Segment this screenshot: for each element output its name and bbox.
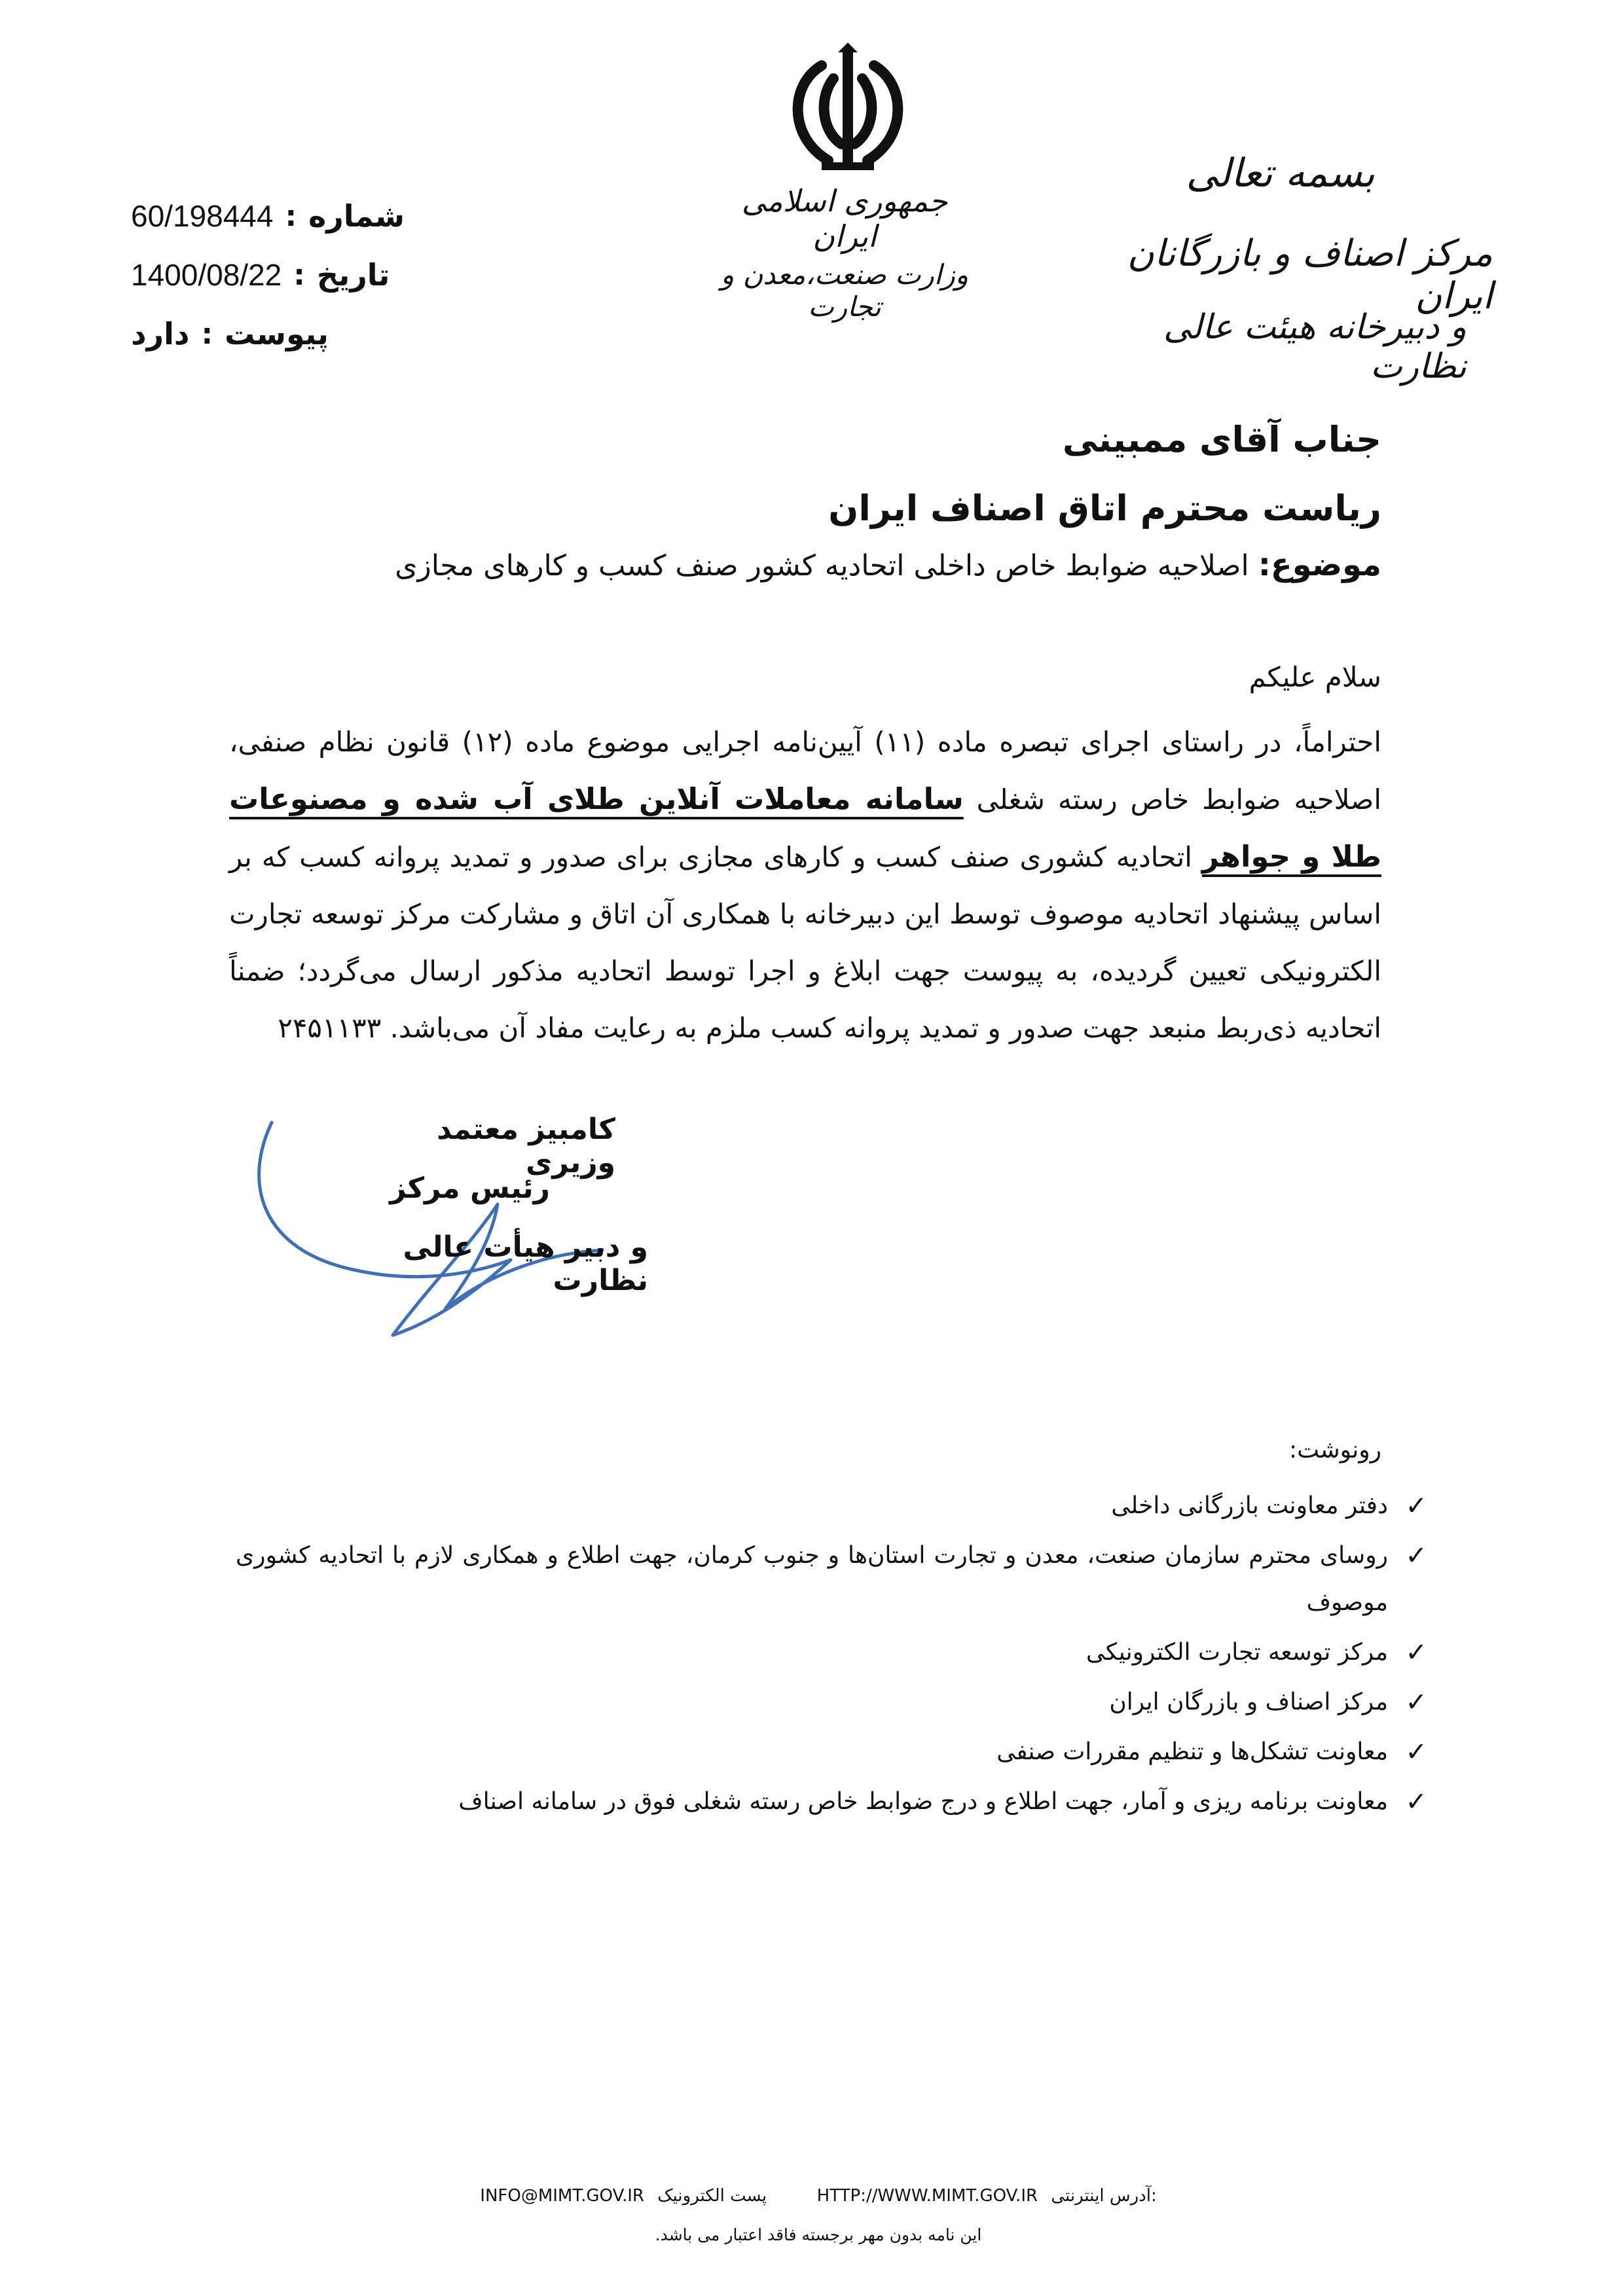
check-icon: ✓ xyxy=(1405,1491,1427,1521)
attachment-value: دارد xyxy=(131,316,190,351)
letter-attachment xyxy=(131,304,445,363)
signer-role-secondary: و دبیر هیأت عالی نظارت xyxy=(403,1230,648,1297)
letter-date xyxy=(131,245,445,304)
footer-web-label: آدرس اینترنتی: xyxy=(1051,2186,1157,2206)
cc-list xyxy=(236,1482,1427,1828)
check-icon: ✓ xyxy=(1405,1787,1427,1817)
footer-contacts xyxy=(426,2186,1211,2206)
signer-role: رئیس مرکز xyxy=(390,1172,550,1205)
recipient-name: جناب آقای ممبینی xyxy=(1062,419,1381,460)
number-value: 60/198444 xyxy=(131,199,274,233)
signer-name: کامبیز معتمد وزیری xyxy=(437,1113,615,1179)
attachment-label: پیوست xyxy=(225,316,329,351)
footer-email: INFO@MIMT.GOV.IR xyxy=(480,2186,645,2206)
date-separator: : xyxy=(293,258,305,292)
date-value: 1400/08/22 xyxy=(131,258,282,292)
recipient-title: ریاست محترم اتاق اصناف ایران xyxy=(828,488,1381,529)
letter-number xyxy=(131,187,445,245)
cc-item: ✓ معاونت برنامه ریزی و آمار، جهت اطلاع و درج ضوابط خاص رسته شغلی فوق در سامانه اصناف xyxy=(236,1778,1427,1825)
number-separator: : xyxy=(285,199,297,233)
cc-title: رونوشت: xyxy=(1288,1437,1381,1463)
cc-item: ✓ دفتر معاونت بازرگانی داخلی xyxy=(236,1482,1427,1530)
cc-item: ✓ مرکز اصناف و بازرگان ایران xyxy=(236,1679,1427,1726)
check-icon: ✓ xyxy=(1405,1737,1427,1767)
body-part2: اتحادیه کشوری صنف کسب و کارهای مجازی برای صدور و تمدید پروانه کسب که بر اساس پیشنهاد اتحادیه موصوف توسط این دبیرخانه با همکاری آن اتاق و مشارکت مرکز توسعه تجارت الکترونیکی تعیین گردیده، به پیوست جهت ابلاغ و اجرا توسط اتحادیه مذکور ارسال می‌گردد؛ ضمناً اتحادیه ذی‌ربط منبعد جهت صدور و تمدید پروانه کسب ملزم به رعایت مفاد آن می‌باشد. ۲۴۵۱۱۳۳ xyxy=(229,841,1381,1044)
org-name-line1: مرکز اصناف و بازرگانان ایران xyxy=(1127,232,1493,317)
republic-title: جمهوری اسلامی ایران xyxy=(741,183,948,254)
footer-validity-note: این نامه بدون مهر برجسته فاقد اعتبار می باشد. xyxy=(655,2225,982,2244)
basmala: بسمه تعالی xyxy=(1186,151,1375,196)
number-label: شماره xyxy=(308,198,405,234)
body-part1: احتراماً، در راستای اجرای تبصره ماده (۱۱) آیین‌نامه اجرایی موضوع ماده (۱۲) قانون نظام صنفی، اصلاحیه ضوابط خاص رسته شغلی xyxy=(229,726,1381,816)
cc-item: ✓ مرکز توسعه تجارت الکترونیکی xyxy=(236,1629,1427,1676)
footer-web-url: HTTP://WWW.MIMT.GOV.IR xyxy=(816,2186,1038,2206)
body-highlight: سامانه معاملات آنلاین طلای آب شده و مصنوعات طلا و جواهر xyxy=(229,781,1381,874)
cc-item: ✓ معاونت تشکل‌ها و تنظیم مقررات صنفی xyxy=(236,1729,1427,1776)
check-icon: ✓ xyxy=(1405,1638,1427,1668)
org-name-line2: و دبیرخانه هیئت عالی نظارت xyxy=(1163,308,1467,386)
letter-body xyxy=(229,713,1381,1056)
greeting: سلام علیکم xyxy=(1249,661,1381,693)
footer-email-label: پست الکترونیک xyxy=(657,2186,767,2206)
check-icon: ✓ xyxy=(1405,1541,1427,1571)
subject-line xyxy=(393,547,1381,583)
iran-emblem-icon xyxy=(776,39,920,177)
subject-label: موضوع: xyxy=(1258,547,1381,583)
attachment-separator: : xyxy=(201,317,213,351)
ministry-title: وزارت صنعت،معدن و تجارت xyxy=(720,259,969,323)
subject-text: اصلاحیه ضوابط خاص داخلی اتحادیه کشور صنف کسب و کارهای مجازی xyxy=(395,549,1249,583)
cc-item: ✓ روسای محترم سازمان صنعت، معدن و تجارت استان‌ها و جنوب کرمان، جهت اطلاع و همکاری لازم با اتحادیه کشوری موصوف xyxy=(236,1532,1427,1626)
date-label: تاریخ xyxy=(316,257,390,293)
check-icon: ✓ xyxy=(1405,1687,1427,1717)
